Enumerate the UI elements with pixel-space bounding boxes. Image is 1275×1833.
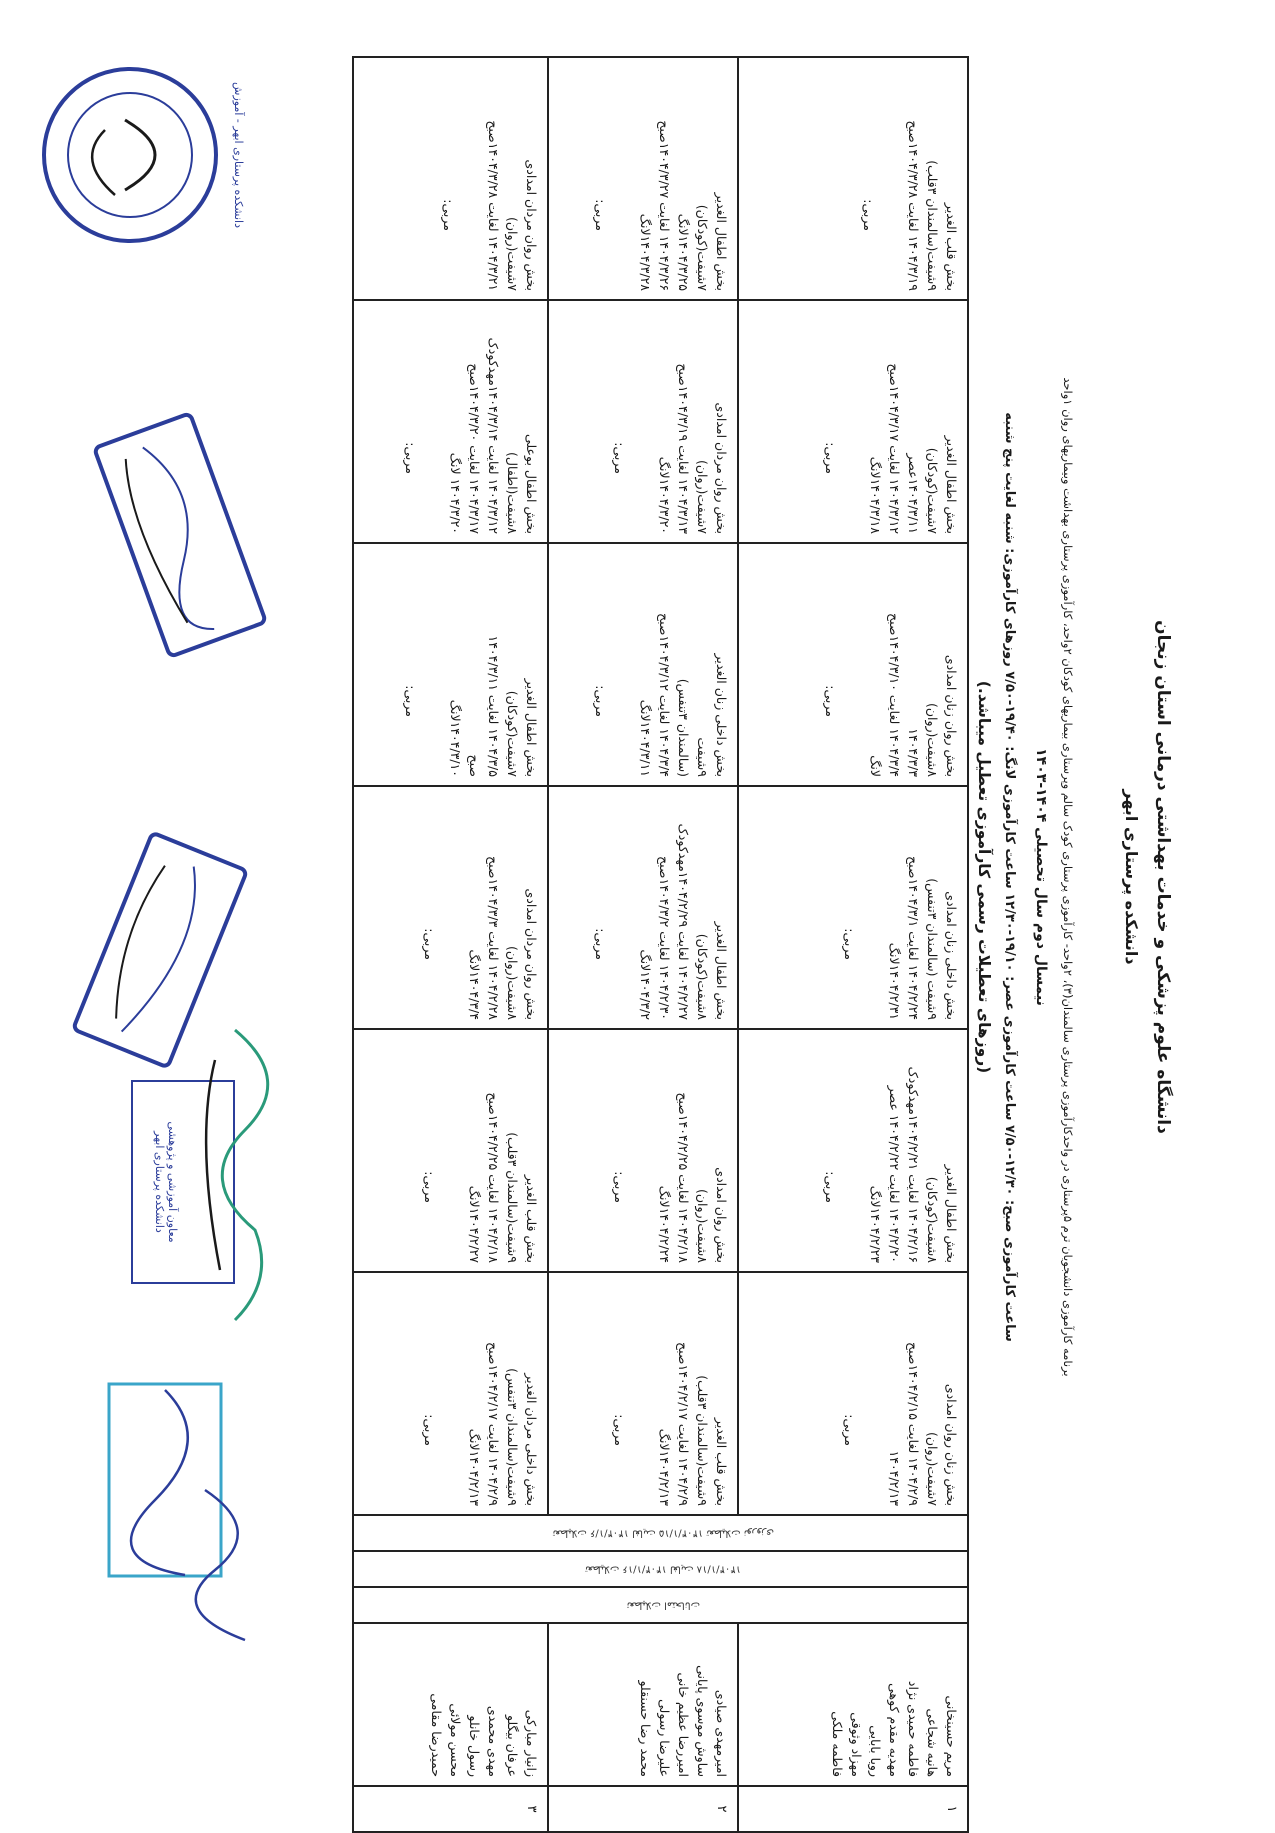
student-name: امیرمهدی صیادی xyxy=(714,1689,729,1777)
group-number: ۳ xyxy=(353,1786,548,1832)
student-list xyxy=(353,1623,548,1786)
program-units: برنامه کارآموزی دانشجویان ترم ۵پرستاری در واحدکارآموزی پرستاری سالمندان(۳)، ۲واحد- کارآموزی پرستاری کودک سالم وپرستاری بیماریهای کودکان ۲واحد، کارآموزی پرستاری بهداشت وبیماریهای روان ۱واحد xyxy=(1061,377,1075,1377)
mentor-label: مربی: xyxy=(593,685,608,717)
round-stamp-icon xyxy=(35,60,225,250)
rotation-cell: بخش روان امدادی ۸شیفت(روان) ۱۴۰۴/۲/۱۸ لغایت ۱۴۰۴/۲/۲۵صبح ۱۴۰۴/۲/۲۴لانگ مربی: xyxy=(548,1029,738,1272)
mentor-label: مربی: xyxy=(823,1171,838,1203)
dean-faculty: دانشکده پرستاری ابهر xyxy=(153,1131,166,1233)
student-list xyxy=(548,1623,738,1786)
rotation-cell: بخش اطفال الغدیر ۸شیفت(کودکان) ۱۴۰۴/۲/۲۷ لغایت ۱۴۰۴/۲/۲۹مهدکودک ۱۴۰۴/۲/۳۰ لغایت ۱۴۰۴/۳/۲صبح ۱۴۰۴/۳/۲لانگ مربی: xyxy=(548,786,738,1029)
rotation-cell: بخش داخلی زنان امدادی ۹شیفت (سالمندان ۳تنفس) ۱۴۰۴/۲/۲۴ لغایت ۱۴۰۴/۳/۱صبح ۱۴۰۴/۲/۳۱لانگ مربی: xyxy=(738,786,968,1029)
rect-stamp-icon xyxy=(89,408,271,662)
student-name: مهزاد وثوقی xyxy=(849,1712,864,1777)
student-name: هانیه شجاعی xyxy=(925,1708,940,1777)
student-name: محمد رضا حسنقلو xyxy=(638,1680,653,1777)
rotation-cell: بخش اطفال الغدیر ۷شیفت(کودکان) ۱۴۰۴/۳/۵ لغایت ۱۴۰۴/۳/۱۱ صبح ۱۴۰۴/۳/۱۰لانگ مربی: xyxy=(353,543,548,786)
student-name: فاطمه ملکی xyxy=(830,1711,845,1777)
student-name: فاطمه حمیدی نژاد xyxy=(906,1680,921,1777)
mentor-label: مربی: xyxy=(422,1414,437,1446)
mentor-label: مربی: xyxy=(612,442,627,474)
rotation-cell: بخش روان مردان امدادی ۷شیفت(روان) ۱۴۰۴/۳/۲۱ لغایت ۱۴۰۴/۳/۲۸صبح مربی: xyxy=(353,57,548,300)
rotation-cell: بخش داخلی مردان الغدیر ۹شیفت(سالمندان ۳تنفس) ۱۴۰۴/۲/۹ لغایت ۱۴۰۴/۲/۱۷صبح ۱۴۰۴/۲/۱۳لانگ مربی: xyxy=(353,1272,548,1515)
rotation-cell: بخش روان مردان امدادی ۸شیفت(روان) ۱۴۰۴/۲/۲۸ لغایت ۱۴۰۴/۳/۳صبح ۱۴۰۴/۳/۴لانگ مربی: xyxy=(353,786,548,1029)
student-name: رویا بابایی xyxy=(868,1725,883,1777)
mentor-label: مربی: xyxy=(612,1414,627,1446)
mentor-label: مربی: xyxy=(842,928,857,960)
hours-line: ساعت کارآموزی صبح: ۱۲/۳۰-۷/۵۰ ساعت کارآموزی عصر: ۱۹/۱۰-۱۲/۳۰ ساعت کارآموزی لانگ: ۱۹/۴۰-۷/۵۰ روزهای کارآموزی: شنبه لغایت پنج شنبه xyxy=(1002,412,1017,1342)
mentor-label: مربی: xyxy=(861,199,876,231)
rotation-cell: بخش زنان روان امدادی ۷شیفت(روان) ۱۴۰۴/۲/۹ لغایت ۱۴۰۴/۲/۱۵صبح ۱۴۰۴/۲/۱۳ مربی: xyxy=(738,1272,968,1515)
mentor-label: مربی: xyxy=(403,442,418,474)
mentor-label: مربی: xyxy=(422,1171,437,1203)
holiday-strip: تعطیلات ۱۴۰۴/۱/۶ لغایت ۱۴۰۴/۱/۱۵ تعطیلات نوروزی xyxy=(353,1515,968,1551)
mentor-label: مربی: xyxy=(842,1414,857,1446)
student-name: ساوش موسوی پایانی xyxy=(695,1665,710,1777)
holiday-note: (روزهای تعطیلات رسمی کارآموزی تعطیل میباشد.) xyxy=(975,680,993,1074)
student-name: محسن مولائی xyxy=(448,1703,463,1777)
dean-title: معاون آموزشی و پژوهشی xyxy=(166,1121,179,1243)
mentor-label: مربی: xyxy=(823,685,838,717)
rotation-cell: بخش اطفال الغدیر ۷شیفت(کودکان) ۱۴۰۴/۳/۱۱عصر ۱۴۰۴/۳/۱۲ لغایت ۱۴۰۴/۳/۱۷صبح ۱۴۰۴/۳/۱۸لانگ مربی: xyxy=(738,300,968,543)
faculty-title: دانشکده پرستاری ابهر xyxy=(1122,789,1141,965)
rotation-cell: بخش روان مردان امدادی ۷شیفت(روان) ۱۴۰۴/۳/۱۳ لغایت ۱۴۰۴/۳/۱۹صبح ۱۴۰۴/۳/۲۰لانگ مربی: xyxy=(548,300,738,543)
holiday-strip: تعطیلات ۱۴۰۴/۱/۱۶ لغایت ۱۴۰۴/۱/۱۸ xyxy=(353,1551,968,1587)
signature-icon xyxy=(165,1480,285,1650)
student-name: حمیدرضا مقامی xyxy=(429,1693,444,1777)
signature-icon xyxy=(185,1020,305,1340)
mentor-label: مربی: xyxy=(593,199,608,231)
university-title: دانشگاه علوم پزشکی و خدمات بهداشتی درمانی استان زنجان xyxy=(1153,620,1173,1134)
schedule-table xyxy=(352,56,969,1833)
rotation-cell: بخش اطفال بوعلی ۸شیفت(اطفال) ۱۴۰۴/۳/۱۲ لغایت ۱۴۰۴/۳/۱۴مهدکودک ۱۴۰۴/۳/۱۷ لغایت ۱۴۰۴/۳/۲۰صبح ۱۴۰۴/۳/۲۰ لانگ مربی: xyxy=(353,300,548,543)
student-name: عرفان بیگلو xyxy=(505,1714,520,1777)
student-name: مهدیه مقدم کوهی xyxy=(887,1683,902,1777)
holiday-strip: تعطیلات امتحانات xyxy=(353,1587,968,1623)
rotation-cell: بخش قلب الغدیر ۹شیفت(سالمندان ۳قلب) ۱۴۰۴/۲/۱۸ لغایت ۱۴۰۴/۲/۲۵صبح ۱۴۰۴/۲/۲۷لانگ مربی: xyxy=(353,1029,548,1272)
student-name: علیرضا رسولی xyxy=(657,1699,672,1777)
student-list xyxy=(738,1623,968,1786)
group-number: ۱ xyxy=(738,1786,968,1832)
rotation-cell: بخش اطفال الغدیر ۷شیفت(کودکان) ۱۴۰۴/۳/۲۵لانگ ۱۴۰۴/۳/۲۶ لغایت ۱۴۰۴/۳/۲۷صبح ۱۴۰۴/۳/۲۸لانگ مربی: xyxy=(548,57,738,300)
rotation-cell: بخش قلب الغدیر ۹شیفت(سالمندان ۳قلب) ۱۴۰۴/۳/۱۹ لغایت ۱۴۰۴/۳/۲۸صبح مربی: xyxy=(738,57,968,300)
student-name: مهدی محمدی xyxy=(486,1705,501,1777)
rotation-cell: بخش اطفال الغدیر ۸شیفت(کودکان) ۱۴۰۴/۲/۱۶ لغایت ۱۴۰۴/۲/۲۱مهدکودک ۱۴۰۴/۲/۲۰ لغایت ۱۴۰۴/۲/۲۲ عصر ۱۴۰۴/۲/۲۳لانگ مربی: xyxy=(738,1029,968,1272)
student-name: رسول خانلو xyxy=(467,1715,482,1777)
student-name: زانیار مبارکی xyxy=(524,1709,539,1777)
rotation-cell: بخش قلب الغدیر ۹شیفت(سالمندان ۳قلب) ۱۴۰۴/۲/۹ لغایت ۱۴۰۴/۲/۱۷صبح ۱۴۰۴/۲/۱۳لانگ مربی: xyxy=(548,1272,738,1515)
semester-title: نیمسال دوم سال تحصیلی ۱۴۰۴-۱۴۰۳ xyxy=(1033,748,1049,1006)
student-name: مریم حسینخانی xyxy=(944,1695,959,1777)
mentor-label: مربی: xyxy=(422,928,437,960)
group-number: ۲ xyxy=(548,1786,738,1832)
rotation-cell: بخش داخلی زنان الغدیر ۹شیفت (سالمندان ۳تنفس) ۱۴۰۴/۳/۴ لغایت ۱۴۰۴/۳/۱۲صبح ۱۴۰۴/۳/۱۱لانگ مربی: xyxy=(548,543,738,786)
mentor-label: مربی: xyxy=(612,1171,627,1203)
table-row xyxy=(738,57,968,1832)
round-stamp-text: دانشکده پرستاری ابهر - آموزش xyxy=(232,82,245,228)
rotation-cell: بخش روان زنان امدادی ۸شیفت(روان) ۱۴۰۴/۳/۳ ۱۴۰۴/۳/۴ لغایت ۱۴۰۴/۳/۱۰صبح لانگ مربی: xyxy=(738,543,968,786)
mentor-label: مربی: xyxy=(441,199,456,231)
mentor-label: مربی: xyxy=(823,442,838,474)
student-name: امیررضا عظیم خانی xyxy=(676,1672,691,1777)
mentor-label: مربی: xyxy=(593,928,608,960)
mentor-label: مربی: xyxy=(403,685,418,717)
